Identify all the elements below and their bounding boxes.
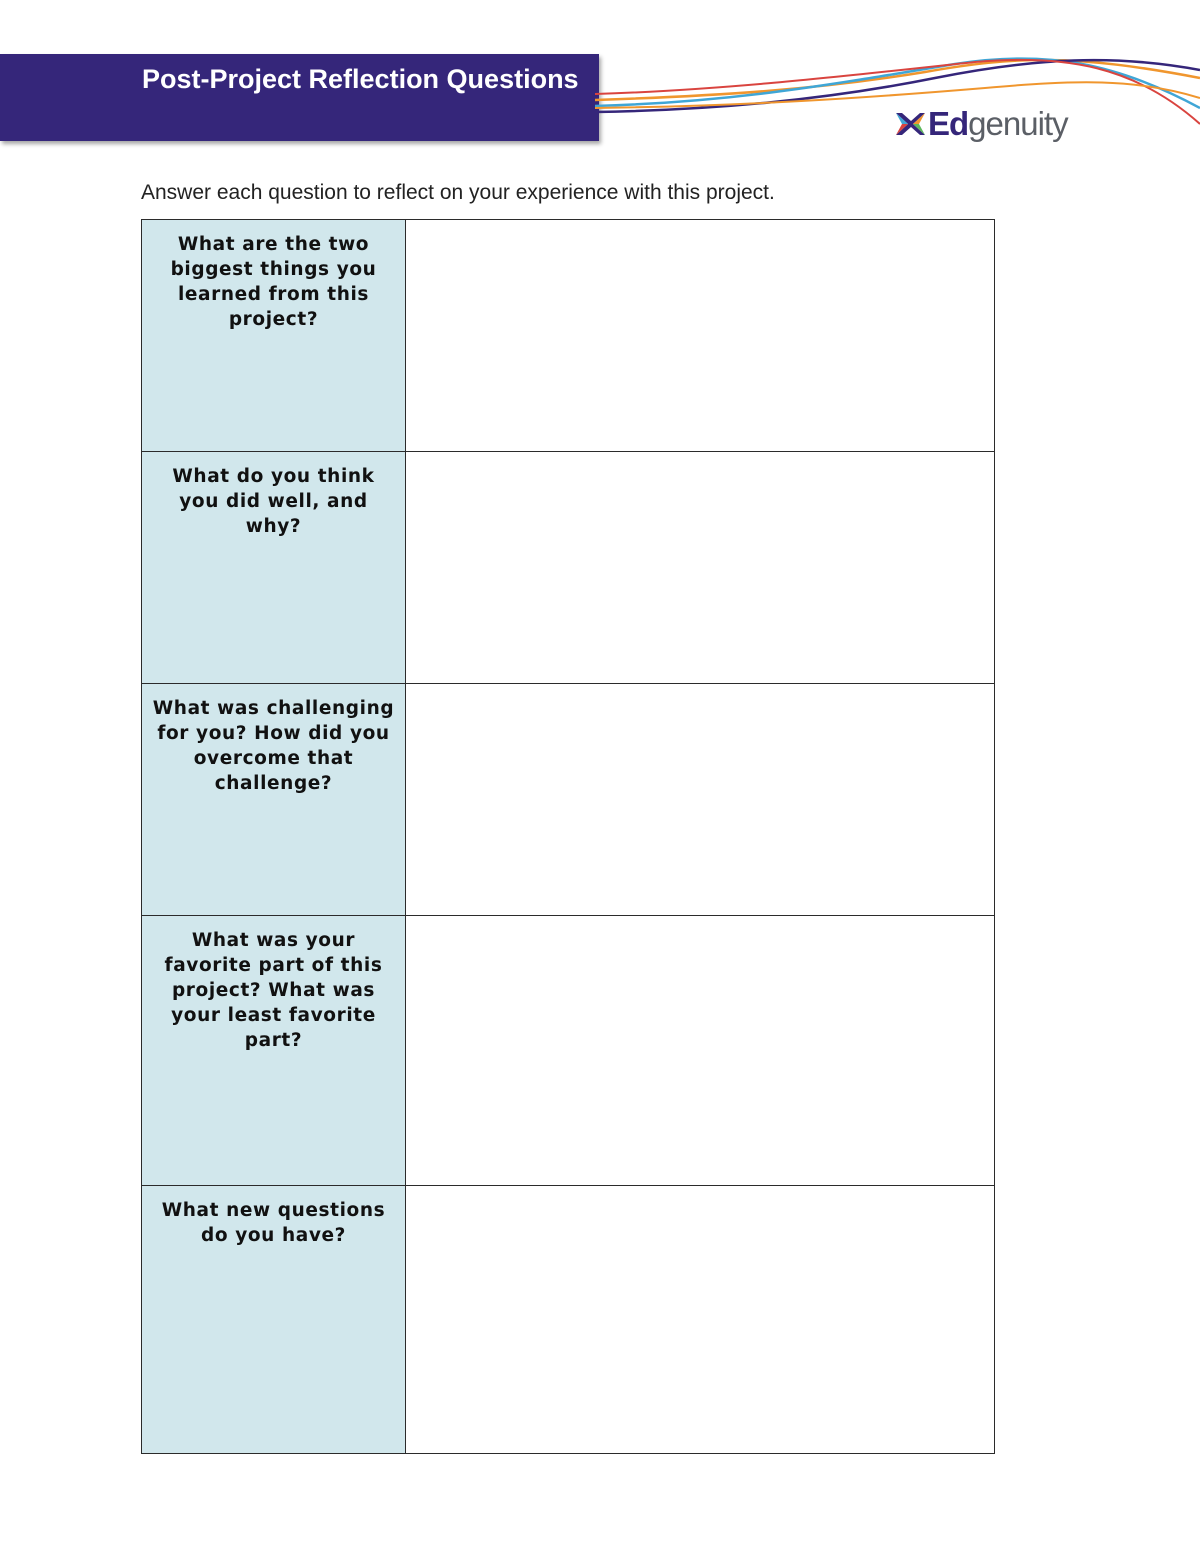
logo-text-suffix: genuity <box>968 105 1068 142</box>
question-text: What new questions do you have? <box>161 1200 386 1246</box>
question-text: What was your favorite part of this project? What was your least favorite part? <box>164 930 383 1051</box>
reflection-table <box>141 219 995 1454</box>
answer-cell[interactable] <box>406 684 995 916</box>
edgenuity-logo <box>893 104 1068 144</box>
question-cell <box>142 684 406 916</box>
question-text: What do you think you did well, and why? <box>172 466 375 537</box>
answer-cell[interactable] <box>406 916 995 1186</box>
question-text: What are the two biggest things you learned from this project? <box>170 234 377 330</box>
page-title: Post-Project Reflection Questions <box>142 64 579 94</box>
answer-cell[interactable] <box>406 1186 995 1454</box>
question-cell <box>142 916 406 1186</box>
table-row <box>142 1186 995 1454</box>
table-row <box>142 452 995 684</box>
question-text: What was challenging for you? How did you overcome that challenge? <box>152 698 395 794</box>
table-row <box>142 916 995 1186</box>
logo-text <box>928 104 1068 144</box>
question-cell <box>142 452 406 684</box>
instructions-text: Answer each question to reflect on your experience with this project. <box>141 181 775 204</box>
edgenuity-x-icon <box>893 107 927 141</box>
answer-cell[interactable] <box>406 452 995 684</box>
table-row <box>142 220 995 452</box>
question-cell <box>142 1186 406 1454</box>
answer-cell[interactable] <box>406 220 995 452</box>
question-cell <box>142 220 406 452</box>
table-row <box>142 684 995 916</box>
logo-text-prefix: Ed <box>928 105 969 142</box>
